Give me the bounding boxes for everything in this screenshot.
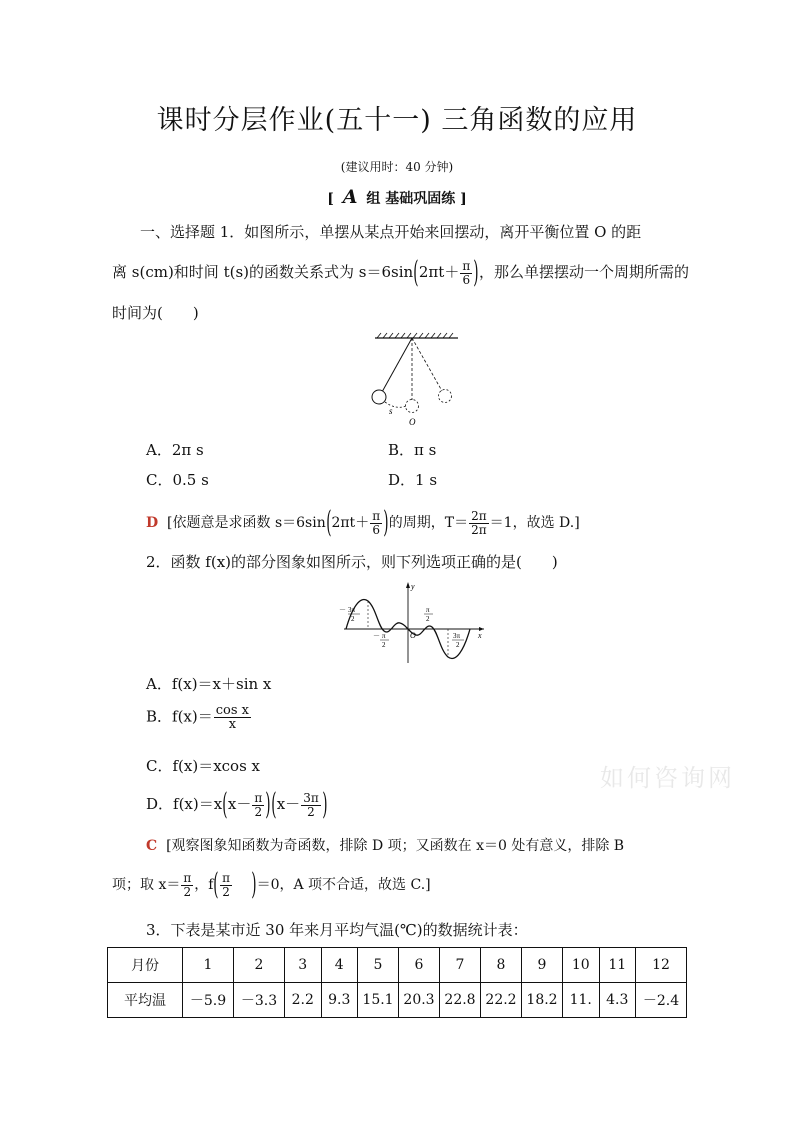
frac-den: 2π: [471, 522, 487, 537]
table-cell: 11.: [563, 983, 600, 1018]
q3-stem: 3．下表是某市近 30 年来月平均气温(℃)的数据统计表：: [146, 921, 528, 939]
frac-den: 2: [222, 884, 230, 899]
q2-option-d-frac1: [252, 792, 264, 819]
pendulum-string: [382, 338, 412, 392]
x-label: x: [478, 631, 482, 640]
table-cell: 18.2: [522, 983, 563, 1018]
y-axis-arrow: [406, 582, 410, 588]
q2-option-a: A．f(x)＝x＋sin x: [146, 675, 272, 693]
page-title: 课时分层作业(五十一) 三角函数的应用: [156, 105, 638, 136]
paren-right: ): [251, 867, 257, 902]
frac-num: cos x: [215, 703, 249, 718]
q2-option-c: C．f(x)＝xcos x: [146, 757, 261, 775]
table-cell: 12: [636, 948, 687, 983]
table-cell: 9.3: [321, 983, 358, 1018]
frac-num: π: [254, 790, 263, 805]
label-s: s: [389, 406, 393, 416]
tick-left-num: 3π: [348, 606, 356, 614]
paren-left: (: [222, 787, 228, 822]
q2-answer-frac2: [220, 872, 232, 899]
table-cell: 10: [563, 948, 600, 983]
table-cell: 8: [481, 948, 522, 983]
tick-left-sign: －: [339, 606, 346, 614]
q2-stem: 2．函数 f(x)的部分图象如图所示，则下列选项正确的是( ): [146, 553, 558, 571]
group-label: 组 基础巩固练: [366, 191, 456, 207]
q1-option-b: B．π s: [388, 441, 437, 459]
q1-option-c: C．0.5 s: [146, 471, 209, 489]
paren-left: (: [413, 255, 419, 290]
q1-line2-inner: 2πt＋: [418, 263, 460, 281]
q2-option-d-pre: D．f(x)＝x: [146, 795, 223, 813]
paren-right: ): [473, 255, 479, 290]
q1-option-a: A．2π s: [146, 441, 204, 459]
table-cell: 2: [234, 948, 285, 983]
equilibrium-bob: [406, 400, 419, 413]
table-cell: 1: [183, 948, 234, 983]
table-cell: －2.4: [636, 983, 687, 1018]
q1-answer-c: ＝1，故选 D.]: [489, 515, 580, 531]
q1-option-d: D．1 s: [388, 471, 438, 489]
tick-mid-den: 2: [382, 641, 386, 649]
q2-answer-line2: [112, 867, 431, 902]
table-cell: 4: [321, 948, 358, 983]
q2-option-d: [146, 787, 328, 822]
table-cell: 7: [440, 948, 481, 983]
frac-num: π: [222, 870, 231, 885]
frac-den: 2: [183, 884, 192, 899]
q2-option-b-pre: B．f(x)＝: [146, 707, 213, 726]
frac-num: π: [183, 870, 192, 885]
tick-mid-num: π: [382, 632, 386, 640]
q2-option-b: [146, 704, 252, 731]
frac-den: 2: [254, 804, 263, 819]
table-cell: 2.2: [285, 983, 322, 1018]
q1-answer-a: [依题意是求函数 s＝6sin: [167, 515, 326, 531]
table-cell: 6: [399, 948, 440, 983]
q1-answer: [146, 505, 580, 540]
table-row: [108, 983, 687, 1018]
paren-right: ): [265, 787, 271, 822]
q2-answer-frac1: [181, 872, 193, 899]
table-cell: －5.9: [183, 983, 234, 1018]
q1-answer-t-frac: [469, 510, 489, 537]
table-cell: 22.8: [440, 983, 481, 1018]
q2-answer-2a: 项；取 x＝: [112, 877, 181, 893]
q2-option-b-frac: [214, 704, 251, 731]
table-cell: －3.3: [234, 983, 285, 1018]
q2-answer-2b: ，f: [194, 877, 214, 893]
paren-left: (: [325, 505, 332, 540]
tick-r2-den: 2: [456, 641, 460, 649]
header-cell: 月份: [108, 948, 183, 983]
q2-option-d-in2: x－: [276, 795, 301, 813]
label-o: O: [409, 417, 416, 427]
frac-num: π: [372, 508, 381, 523]
tick-left-den: 2: [351, 615, 355, 623]
q1-answer-b: 的周期，T＝: [388, 515, 469, 531]
paren-right: ): [321, 787, 328, 822]
bracket-left: [: [327, 191, 334, 207]
q1-line2: [112, 255, 689, 290]
q1-line3: 时间为( ): [112, 304, 199, 322]
tick-mid-sign: －: [373, 632, 380, 640]
q1-answer-inner: 2πt＋: [331, 515, 370, 531]
right-string: [412, 338, 442, 391]
suggested-time: (建议用时：40 分钟): [340, 160, 454, 174]
table-cell: 3: [285, 948, 322, 983]
paren-left: (: [271, 787, 277, 822]
paren-left: (: [213, 867, 219, 902]
q1-answer-letter: D: [146, 515, 159, 531]
group-heading: [0, 186, 794, 208]
q1-line2-b: ，那么单摆摆动一个周期所需的: [478, 263, 689, 281]
table-cell: 22.2: [481, 983, 522, 1018]
tick-r1-num: π: [426, 606, 430, 614]
q1-frac-num: π: [462, 258, 471, 273]
watermark: 如何咨询网: [600, 764, 735, 792]
frac-den: x: [228, 717, 237, 732]
bracket-right: ]: [460, 191, 467, 207]
q2-answer-line1: [146, 836, 624, 856]
q1-line1: 一、选择题 1．如图所示，单摆从某点开始来回摆动，离开平衡位置 O 的距: [140, 223, 642, 241]
table-row: [108, 948, 687, 983]
table-cell: 5: [358, 948, 399, 983]
temperature-table: [107, 947, 687, 1018]
tick-r2-num: 3π: [453, 632, 461, 640]
paren-right: ): [383, 505, 389, 540]
table-cell: 15.1: [358, 983, 399, 1018]
pendulum-figure: [360, 332, 470, 432]
pendulum-bob: [372, 390, 386, 404]
q1-line2-a: 离 s(cm)和时间 t(s)的函数关系式为 s＝6sin: [112, 263, 414, 281]
q1-fraction: [460, 260, 472, 287]
table-cell: 4.3: [599, 983, 636, 1018]
q1-frac-den: 6: [462, 272, 471, 287]
q2-answer-letter: C: [146, 838, 158, 854]
frac-den: 6: [372, 522, 380, 537]
frac-den: 2: [307, 804, 315, 819]
header-cell: 平均温: [108, 983, 183, 1018]
origin-label: O: [410, 631, 416, 640]
q2-answer-text1: [观察图象知函数为奇函数，排除 D 项；又函数在 x＝0 处有意义，排除 B: [166, 838, 625, 854]
tick-r1-den: 2: [426, 615, 430, 623]
q1-answer-frac: [370, 510, 382, 537]
q2-option-d-in1: x－: [227, 795, 252, 813]
y-label: y: [411, 582, 415, 591]
frac-num: 3π: [303, 790, 319, 805]
q2-answer-2c: ＝0，A 项不合适，故选 C.]: [256, 877, 431, 893]
table-cell: 11: [599, 948, 636, 983]
right-bob: [439, 390, 452, 403]
table-cell: 20.3: [399, 983, 440, 1018]
q2-option-d-frac2: [301, 792, 321, 819]
function-graph: [338, 578, 488, 666]
frac-num: 2π: [471, 508, 487, 523]
ceiling-hatch: [377, 333, 453, 338]
table-cell: 9: [522, 948, 563, 983]
group-letter: A: [342, 186, 358, 208]
